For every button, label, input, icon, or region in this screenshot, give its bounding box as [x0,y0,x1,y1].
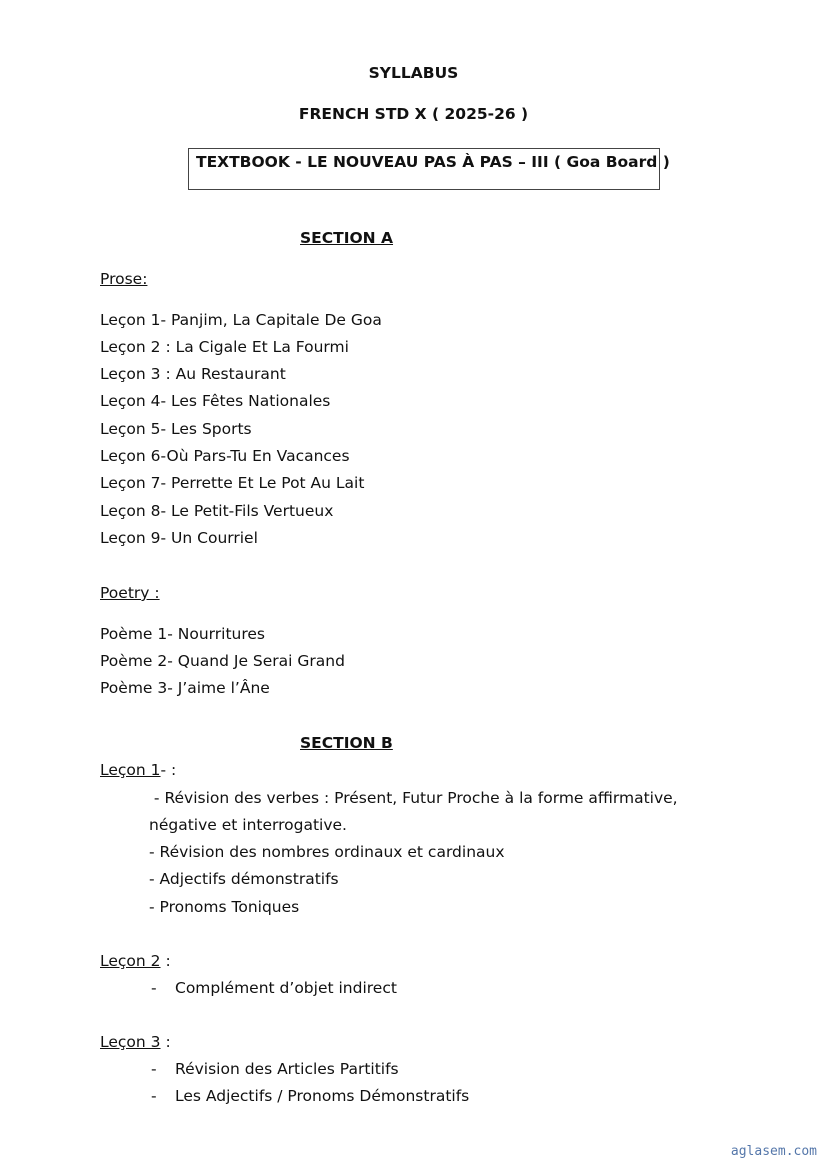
lecon1-item: - Adjectifs démonstratifs [149,870,339,888]
page-subtitle: FRENCH STD X ( 2025-26 ) [298,105,529,123]
lecon3-dash: - [151,1087,157,1105]
prose-item: Leçon 6-Où Pars-Tu En Vacances [100,447,350,465]
lecon2-suffix: : [160,952,171,970]
prose-label: Prose: [100,270,148,288]
prose-item: Leçon 5- Les Sports [100,420,252,438]
lecon1-heading [100,761,176,779]
lecon2-label: Leçon 2 [100,952,161,970]
lecon1-item: - Pronoms Toniques [149,898,300,916]
watermark: aglasem.com [730,1144,817,1159]
lecon3-label: Leçon 3 [100,1033,161,1051]
prose-item: Leçon 3 : Au Restaurant [100,365,286,383]
lecon3-suffix: : [160,1033,171,1051]
lecon3-heading [100,1033,171,1051]
prose-item: Leçon 2 : La Cigale Et La Fourmi [100,338,349,356]
lecon3-dash: - [151,1060,157,1078]
lecon1-item: - Révision des nombres ordinaux et cardinaux [149,843,505,861]
poetry-label: Poetry : [100,584,160,602]
poetry-item: Poème 1- Nourritures [100,625,265,643]
lecon1-label: Leçon 1 [100,761,161,779]
poetry-item: Poème 3- J’aime l’Âne [100,679,270,697]
textbook-title: TEXTBOOK - LE NOUVEAU PAS À PAS – III ( Goa Board ) [196,153,670,171]
page-title: SYLLABUS [368,64,459,82]
lecon1-suffix: - : [160,761,177,779]
section-b-heading: SECTION B [300,734,393,752]
lecon2-heading [100,952,171,970]
lecon3-item: Révision des Articles Partitifs [175,1060,399,1078]
prose-item: Leçon 8- Le Petit-Fils Vertueux [100,502,334,520]
prose-item: Leçon 9- Un Courriel [100,529,258,547]
lecon1-item: - Révision des verbes : Présent, Futur Proche à la forme affirmative, [149,789,678,807]
lecon1-item: négative et interrogative. [149,816,347,834]
lecon3-item: Les Adjectifs / Pronoms Démonstratifs [175,1087,470,1105]
prose-item: Leçon 1- Panjim, La Capitale De Goa [100,311,382,329]
prose-item: Leçon 4- Les Fêtes Nationales [100,392,331,410]
textbook-box [188,148,670,190]
lecon2-item: Complément d’objet indirect [175,979,397,997]
section-a-heading: SECTION A [300,229,394,247]
poetry-item: Poème 2- Quand Je Serai Grand [100,652,345,670]
lecon2-dash: - [151,979,157,997]
prose-item: Leçon 7- Perrette Et Le Pot Au Lait [100,474,365,492]
